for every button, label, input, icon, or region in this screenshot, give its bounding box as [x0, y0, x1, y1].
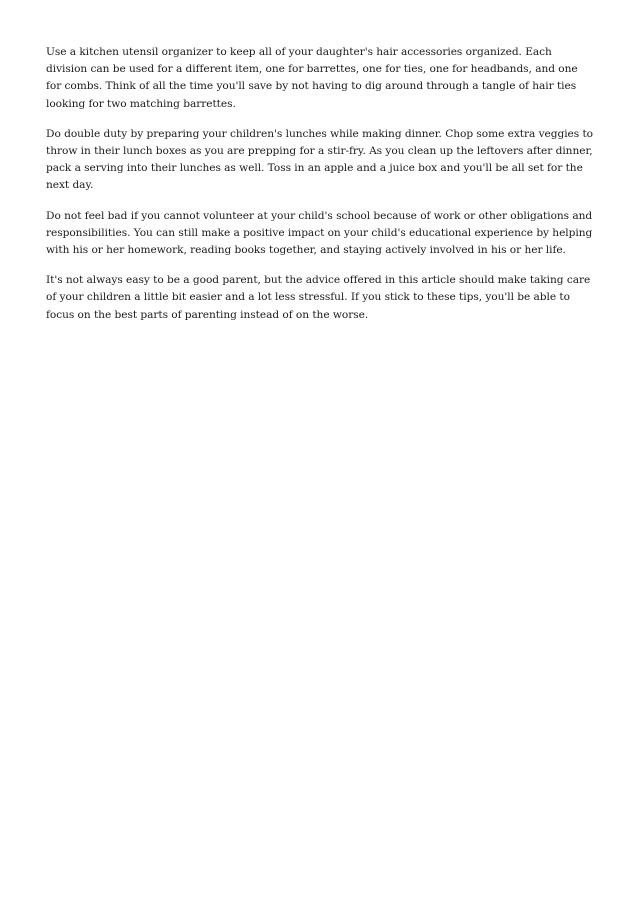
- paragraph-volunteer: Do not feel bad if you cannot volunteer at your child's school because of work or other obligations and responsibilities. You can still make a positive impact on your child's educational experience by helping with his or her homework, reading books together, and staying actively involved in his or her life.: [46, 209, 593, 257]
- paragraph-lunches: Do double duty by preparing your children's lunches while making dinner. Chop some extra veggies to throw in their lunch boxes as you are prepping for a stir-fry. As you clean up the leftovers after dinner, pack a serving into their lunches as well. Toss in an apple and a juice box and you'll be all set for the next day.: [46, 127, 594, 192]
- paragraph-conclusion: It's not always easy to be a good parent, but the advice offered in this article should make taking care of your children a little bit easier and a lot less stressful. If you stick to these tips, you'll be able to focus on the best parts of parenting instead of on the worse.: [46, 274, 591, 321]
- paragraph-hair-accessories: Use a kitchen utensil organizer to keep all of your daughter's hair accessories organized. Each division can be used for a different item, one for barrettes, one for ties, one for headbands, and one for combs. Think of all the time you'll save by not having to dig around through a tangle of hair ties looking for two matching barrettes.: [46, 46, 578, 110]
- document-body: [46, 44, 594, 337]
